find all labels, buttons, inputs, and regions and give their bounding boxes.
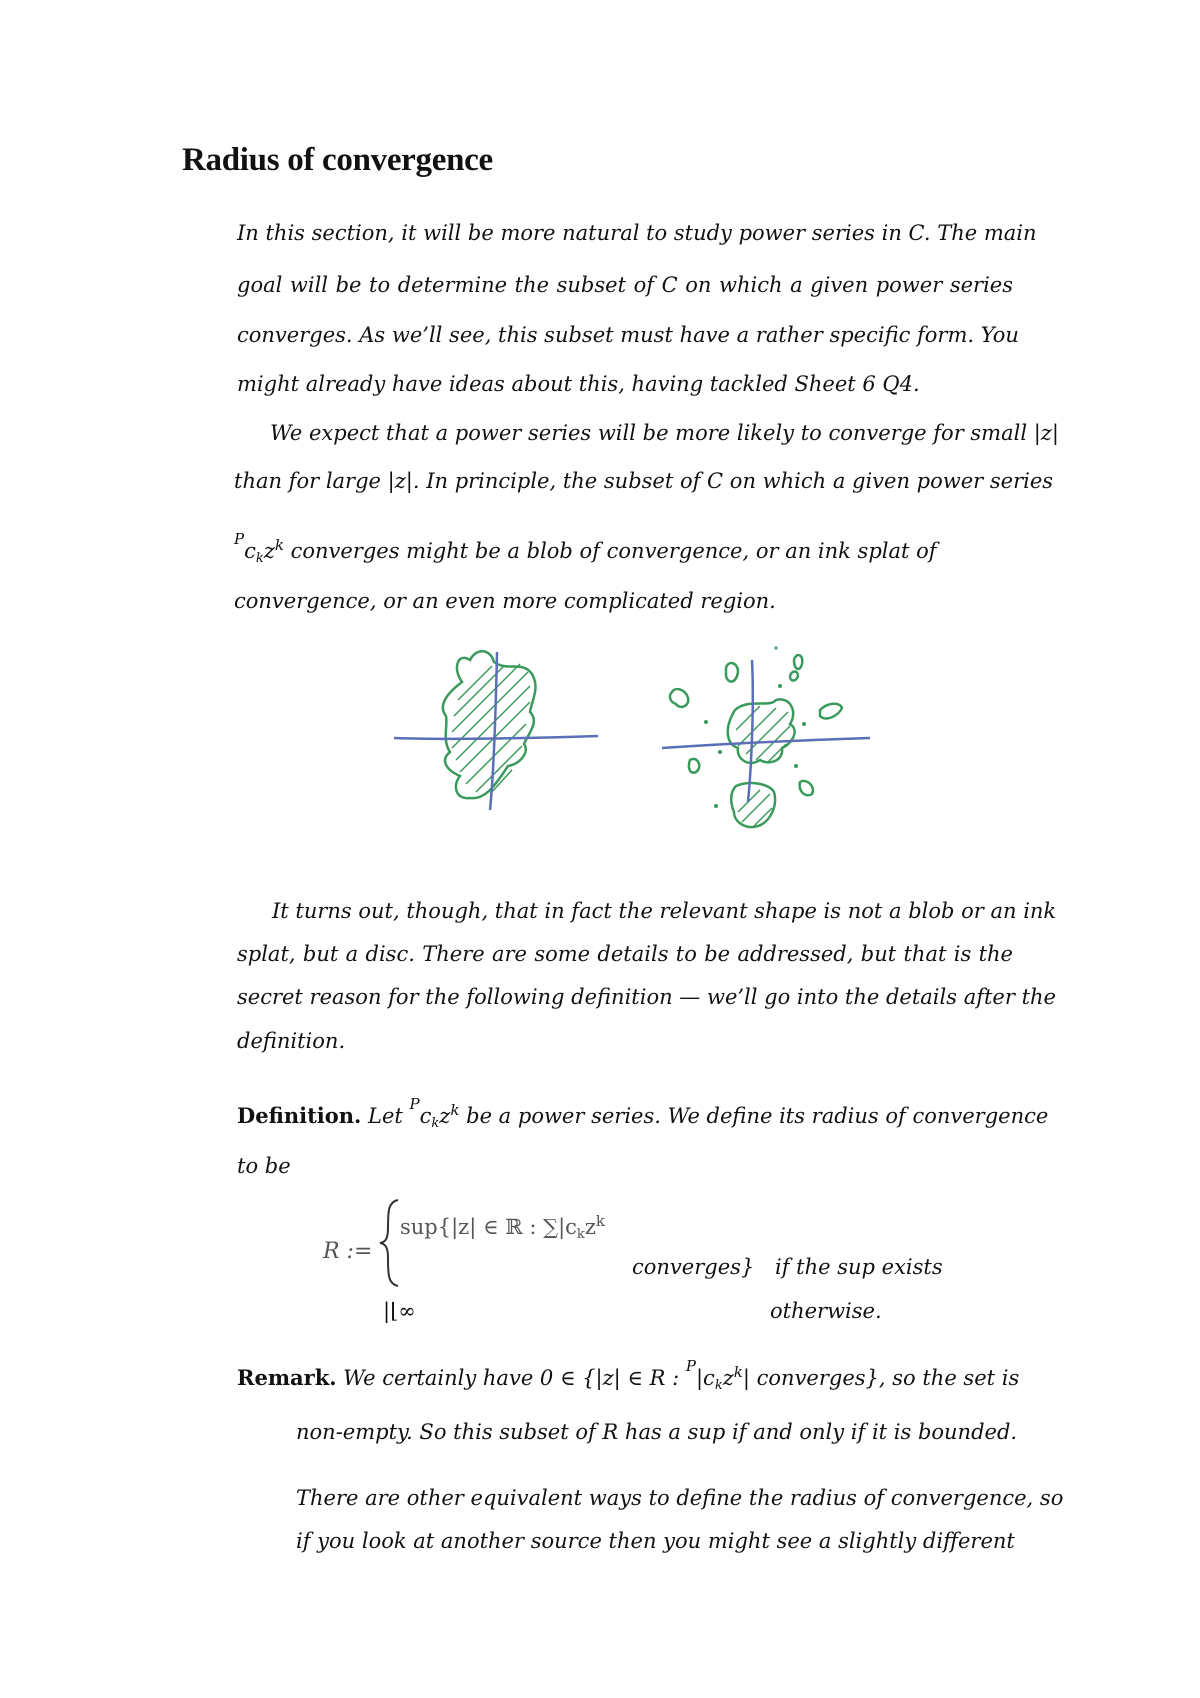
remark-line-2: non-empty. So this subset of R has a sup if and only if it is bounded. <box>296 1420 1018 1444</box>
formula-case2-infinity: |⌊∞ <box>383 1299 416 1323</box>
para3-line-1: It turns out, though, that in fact the relevant shape is not a blob or an ink <box>272 899 1057 923</box>
splat-y-axis <box>748 660 753 802</box>
splat-lower <box>731 783 775 827</box>
para3-line-3: secret reason for the following definition — we’ll go into the details after the <box>237 985 1056 1009</box>
intro-line-3: converges. As we’ll see, this subset must have a rather specific form. You <box>237 323 1019 347</box>
splat-small-4 <box>820 704 842 719</box>
blob-sketch <box>394 651 598 810</box>
definition-line-2: to be <box>237 1154 291 1178</box>
splat-small-6 <box>800 781 813 795</box>
intro-line-4: might already have ideas about this, having tackled Sheet 6 Q4. <box>237 372 920 396</box>
para2-line-1: We expect that a power series will be more likely to converge for small |z| <box>270 421 1059 445</box>
formula-case2-condition: otherwise. <box>770 1299 882 1323</box>
para3-line-4: definition. <box>237 1029 346 1053</box>
definition-label: Definition. <box>237 1103 362 1128</box>
splat-small-5 <box>689 759 699 773</box>
intro-line-1: In this section, it will be more natural to study power series in C. The main <box>237 221 1037 245</box>
remark-line-3: There are other equivalent ways to define the radius of convergence, so <box>296 1486 1064 1510</box>
blob-outline <box>443 651 536 798</box>
definition-line-1: Definition. Let $^P$ckz$^k$ be a power series. We define its radius of convergence <box>237 1095 1049 1131</box>
formula-lhs: R := <box>323 1239 373 1264</box>
formula-case1-condition: if the sup exists <box>775 1255 943 1279</box>
para3-line-2: splat, but a disc. There are some details to be addressed, but that is the <box>237 942 1013 966</box>
remark-label: Remark. <box>237 1365 337 1390</box>
para2-line-4: convergence, or an even more complicated region. <box>234 589 776 613</box>
remark-line-1: Remark. We certainly have 0 ∈ {|z| ∈ R : $^P$|ckz$^k$| converges}, so the set is <box>237 1357 1020 1393</box>
splat-small-3 <box>670 689 688 707</box>
section-title: Radius of convergence <box>182 142 493 178</box>
splat-x-axis <box>662 738 870 748</box>
para2-line-2: than for large |z|. In principle, the subset of C on which a given power series <box>234 469 1054 493</box>
formula-case1: sup{|z| ∈ ℝ : ∑|ckz$^k$ <box>400 1212 605 1242</box>
remark-line-4: if you look at another source then you might see a slightly different <box>296 1529 1015 1553</box>
sum-symbol: P <box>234 530 245 548</box>
splat-small-2 <box>790 655 802 680</box>
ink-splat-sketch <box>662 647 870 828</box>
para2-line-3: $^P$ckz$^k$ converges might be a blob of convergence, or an ink splat of <box>234 530 937 566</box>
intro-line-2: goal will be to determine the subset of C on which a given power series <box>237 273 1013 297</box>
formula-case1-converges: converges} <box>632 1255 755 1279</box>
splat-small-1 <box>726 663 738 682</box>
formula-brace <box>378 1198 402 1288</box>
